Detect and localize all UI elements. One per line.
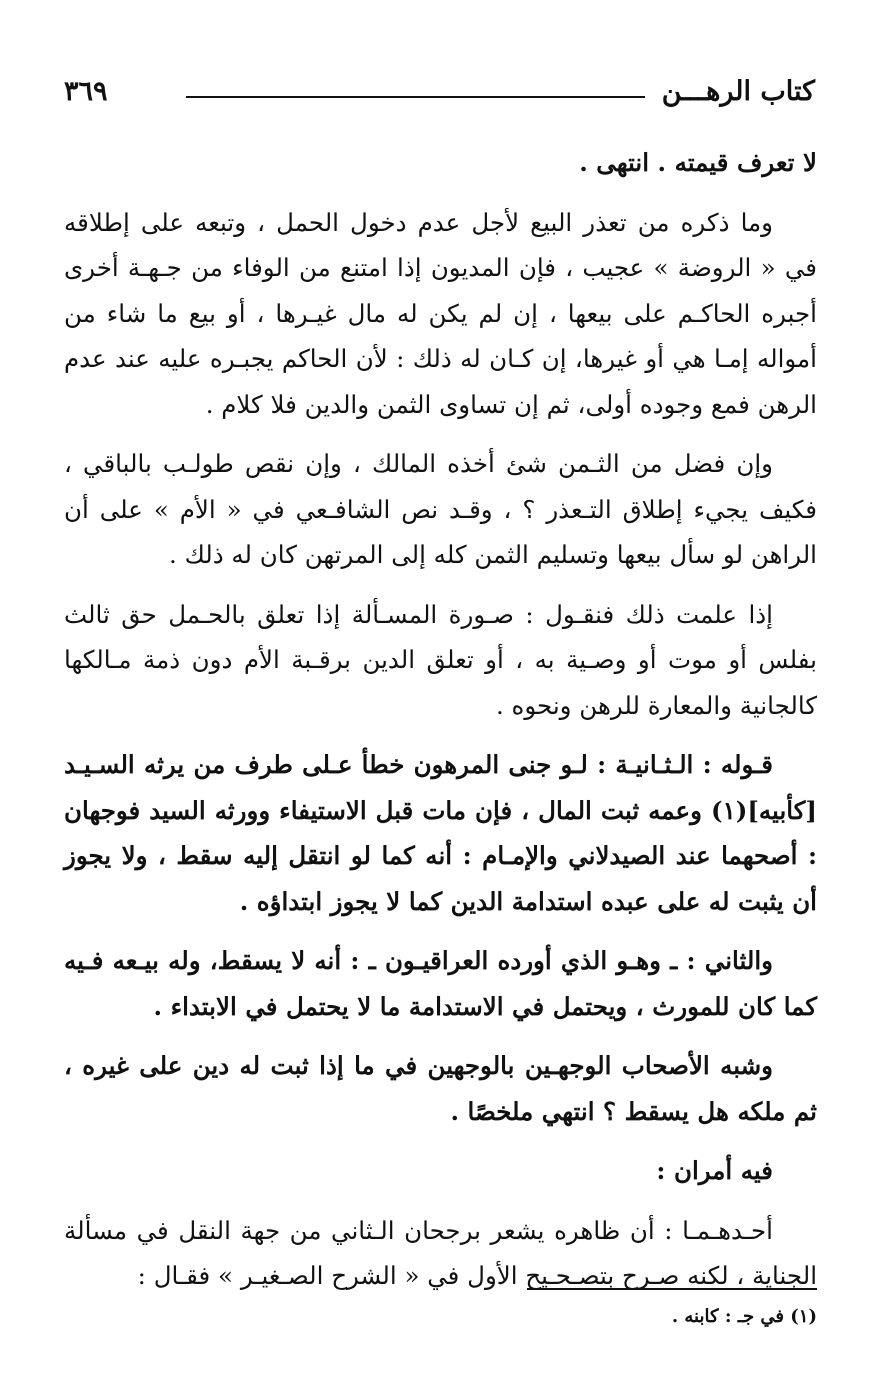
paragraph-7: وشبه الأصحاب الوجهـين بالوجهين في ما إذا ثبت له دين على غيره ، ثم ملكه هل يسقط ؟ انتهي ملخصًا . bbox=[64, 1051, 817, 1126]
chapter-title: كتاب الرهـــن bbox=[661, 76, 815, 107]
footnote: (١) في جـ : كابنه . bbox=[671, 1306, 817, 1327]
paragraph-3: وإن فضل من الثـمن شئ أخذه المالك ، وإن نقص طولـب بالباقي ، فكيف يجيء إطلاق التـعذر ؟ ، وقـد نص الشافـعي في « الأم » على أن الراهن لو سأل بيعها وتسليم الثمن كله إلى المرتهن كان له ذلك . bbox=[64, 449, 817, 569]
paragraph-4: إذا علمت ذلك فنقـول : صـورة المسـألة إذا تعلق بالحـمل حق ثالث بفلس أو موت أو وصـية به ، أو تعلق الدين برقـبة الأم دون ذمة مـالكها كالجانية والمعارة للرهن ونحوه . bbox=[64, 599, 817, 720]
paragraph-1: لا تعرف قيمته . انتهى . bbox=[579, 148, 817, 177]
paragraph-9: أحـدهـمـا : أن ظاهره يشعر برجحان الـثاني من جهة النقل في مسألة الجناية ، لكنه صـرح بتصـحـيح الأول في « الشرح الصـغيـر » فقـال : bbox=[64, 1215, 817, 1290]
paragraph-2: وما ذكره من تعذر البيع لأجل عدم دخول الحمل ، وتبعه على إطلاقه في « الروضة » عجيب ، فإن المديون إذا امتنع من الوفاء من جـهـة أخرى أجبره الحاكـم على بيعها ، إن لم يكن له مال غيـرها ، أو بيع ما شاء من أمواله إمـا هي أو غيرها، إن كـان له ذلك : لأن الحاكم يجبـره عليه عند عدم الرهن فمع وجوده أولى، ثم إن تساوى الثمن والدين فلا كلام . bbox=[64, 207, 817, 419]
paragraph-5: قـوله : الـثـانيـة : لـو جنى المرهون خطأ عـلى طرف من يرثه السـيـد [كأبيه](١) وعمه ثبت المال ، فإن مات قبل الاستيفاء وورثه السيد فوجهان : أصحهما عند الصيدلاني والإمـام : أنه كما لو انتقل إليه سقط ، ولا يجوز أن يثبت له على عبده استدامة الدين كما لا يجوز ابتداؤه . bbox=[64, 750, 817, 916]
paragraph-6: والثاني : ـ وهـو الذي أورده العراقيـون ـ : أنه لا يسقط، وله بيـعه فـيه كما كان للمورث ، ويحتمل في الاستدامة ما لا يحتمل في الابتداء . bbox=[64, 946, 817, 1021]
header-rule bbox=[186, 96, 645, 98]
paragraph-8: فيه أمران : bbox=[656, 1156, 773, 1185]
body-text bbox=[64, 140, 817, 1313]
footnote-rule bbox=[527, 1288, 817, 1290]
page-number: ٣٦٩ bbox=[64, 76, 108, 107]
page-header bbox=[64, 74, 815, 120]
